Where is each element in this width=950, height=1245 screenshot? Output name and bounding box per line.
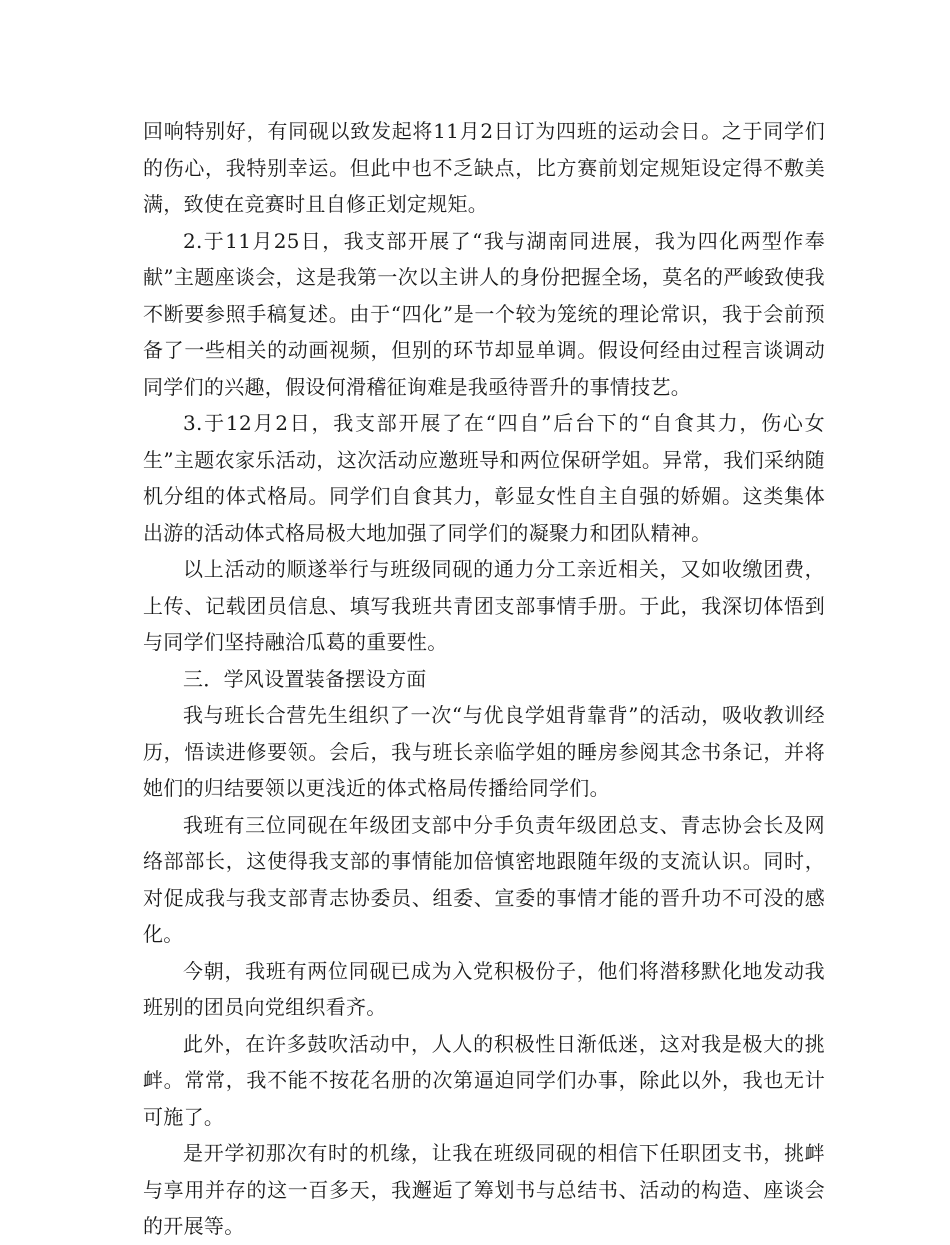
paragraph: 2.于11月25日，我支部开展了“我与湖南同进展，我为四化两型作奉献”主题座谈会，这是我第一次以主讲人的身份把握全场，莫名的严峻致使我不断要参照手稿复述。由于“四化”是一个较为笼统的理论常识，我于会前预备了一些相关的动画视频，但别的环节却显单调。假设何经由过程言谈调动同学们的兴趣，假设何滑稽征询难是我亟待晋升的事情技艺。 [143, 228, 825, 399]
document-body [143, 113, 825, 1245]
paragraph: 今朝，我班有两位同砚已成为入党积极份子，他们将潜移默化地发动我班别的团员向党组织看齐。 [143, 958, 825, 1019]
paragraph: 以上活动的顺遂举行与班级同砚的通力分工亲近相关，又如收缴团费，上传、记载团员信息、填写我班共青团支部事情手册。于此，我深切体悟到与同学们坚持融洽瓜葛的重要性。 [143, 557, 825, 654]
paragraph: 我与班长合营先生组织了一次“与优良学姐背靠背”的活动，吸收教训经历，悟读进修要领。会后，我与班长亲临学姐的睡房参阅其念书条记，并将她们的归结要领以更浅近的体式格局传播给同学们。 [143, 703, 825, 800]
paragraph: 回响特别好，有同砚以致发起将11月2日订为四班的运动会日。之于同学们的伤心，我特别幸运。但此中也不乏缺点，比方赛前划定规矩设定得不敷美满，致使在竞赛时且自修正划定规矩。 [143, 119, 825, 216]
paragraph: 此外，在许多鼓吹活动中，人人的积极性日渐低迷，这对我是极大的挑衅。常常，我不能不按花名册的次第逼迫同学们办事，除此以外，我也无计可施了。 [143, 1031, 825, 1129]
paragraph: 是开学初那次有时的机缘，让我在班级同砚的相信下任职团支书，挑衅与享用并存的这一百多天，我邂逅了筹划书与总结书、活动的构造、座谈会的开展等。 [143, 1141, 825, 1238]
section-heading: 三．学风设置装备摆设方面 [183, 666, 427, 691]
paragraph: 我班有三位同砚在年级团支部中分手负责年级团总支、青志协会长及网络部部长，这使得我支部的事情能加倍慎密地跟随年级的支流认识。同时，对促成我与我支部青志协委员、组委、宣委的事情才能的晋升功不可没的感化。 [143, 812, 825, 946]
paragraph: 3.于12月2日，我支部开展了在“四自”后台下的“自食其力，伤心女生”主题农家乐活动，这次活动应邀班导和两位保研学姐。异常，我们采纳随机分组的体式格局。同学们自食其力，彰显女性自主自强的娇媚。这类集体出游的活动体式格局极大地加强了同学们的凝聚力和团队精神。 [143, 411, 825, 545]
